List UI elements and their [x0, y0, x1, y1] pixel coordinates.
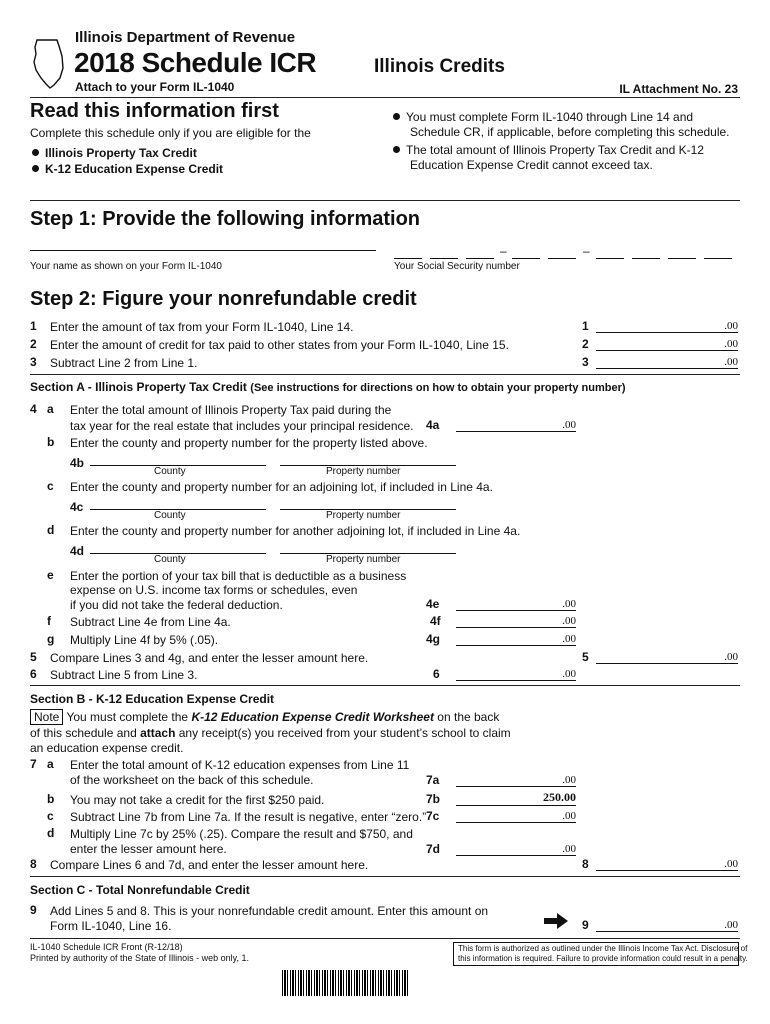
line-4f-letter: f [47, 614, 51, 628]
line-4a-box: 4a [426, 418, 440, 432]
line-8-box: 8 [582, 857, 589, 871]
line-7a-box: 7a [426, 773, 440, 787]
line-4a-text-1: Enter the total amount of Illinois Property Tax paid during the [70, 403, 392, 417]
line-9-number: 9 [30, 903, 37, 917]
bullet-dot [32, 149, 39, 156]
ssn-digit[interactable] [430, 246, 458, 259]
line-7a-text-1: Enter the total amount of K-12 education expenses from Line 11 [70, 758, 410, 772]
line-4b-box: 4b [70, 456, 85, 470]
section-a-heading: Section A - Illinois Property Tax Credit (See instructions for directions on how to obtain your property number) [30, 380, 626, 394]
line-4e-text-1: Enter the portion of your tax bill that is deductible as a business [70, 569, 407, 583]
line-6-input[interactable]: .00 [456, 666, 576, 681]
line-7c-letter: c [47, 809, 54, 823]
note-line-1: Note You must complete the K-12 Education Expense Credit Worksheet on the back [30, 710, 499, 724]
line-7a-letter: a [47, 757, 54, 771]
line-4f-input[interactable]: .00 [456, 613, 576, 628]
county-label: County [154, 554, 186, 565]
disclosure-line-2: this information is required. Failure to provide information could result in a penalty. [458, 954, 748, 963]
line-6-number: 6 [30, 667, 37, 681]
line-7d-input[interactable]: .00 [456, 841, 576, 856]
footer-rule [30, 938, 740, 939]
line-5-box: 5 [582, 650, 589, 664]
ssn-label: Your Social Security number [394, 261, 520, 272]
section-a-rule [30, 685, 740, 686]
line-4e-box: 4e [426, 597, 440, 611]
line-7b-box: 7b [426, 792, 441, 806]
bullet-right-1: You must complete Form IL-1040 through Line 14 and [393, 110, 693, 124]
line-4f-text: Subtract Line 4e from Line 4a. [70, 615, 231, 629]
line-4d-letter: d [47, 523, 55, 537]
line-9-text-2: Form IL-1040, Line 16. [50, 919, 172, 933]
form-title: 2018 Schedule ICR [74, 47, 317, 78]
line-4e-text-3: if you did not take the federal deduction. [70, 598, 283, 612]
bullet-dot [32, 165, 39, 172]
ssn-digit[interactable] [548, 246, 576, 259]
ssn-digit[interactable] [596, 246, 624, 259]
line-5-text: Compare Lines 3 and 4g, and enter the lesser amount here. [50, 651, 369, 665]
attachment-number: IL Attachment No. 23 [619, 82, 738, 96]
line-4g-input[interactable]: .00 [456, 631, 576, 646]
line-1-box: 1 [582, 319, 589, 333]
read-first-heading: Read this information first [30, 100, 279, 122]
illinois-map-icon [32, 38, 66, 90]
line-7a-text-2: of the worksheet on the back of this schedule. [70, 773, 314, 787]
line-7b-value: 250.00 [456, 791, 576, 806]
name-input[interactable] [30, 250, 376, 251]
note-line-2: of this schedule and attach any receipt(s) you received from your student’s school to claim [30, 726, 511, 740]
ssn-digit[interactable] [632, 246, 660, 259]
line-4a-text-2: tax year for the real estate that includes your principal residence. [70, 419, 414, 433]
line-4b-letter: b [47, 435, 55, 449]
line-2-text: Enter the amount of credit for tax paid to other states from your Form IL-1040, Line 15. [50, 338, 509, 352]
line-7d-text-2: enter the lesser amount here. [70, 842, 227, 856]
ssn-digit[interactable] [668, 246, 696, 259]
section-b-rule [30, 876, 740, 877]
bullet-right-2-cont: Education Expense Credit cannot exceed tax. [410, 158, 653, 172]
line-4c-box: 4c [70, 500, 84, 514]
line-2-number: 2 [30, 337, 37, 351]
line-4d-box: 4d [70, 544, 85, 558]
ssn-digit[interactable] [394, 246, 422, 259]
line-2-box: 2 [582, 337, 589, 351]
bullet-right-1-cont: Schedule CR, if applicable, before completing this schedule. [410, 125, 730, 139]
bullet-property-tax: Illinois Property Tax Credit [32, 146, 197, 160]
line-5-number: 5 [30, 650, 37, 664]
read-first-rule [30, 200, 740, 201]
bullet-dot [393, 146, 400, 153]
name-label: Your name as shown on your Form IL-1040 [30, 261, 222, 272]
line-4g-letter: g [47, 632, 55, 646]
bullet-dot [393, 113, 400, 120]
ssn-digit[interactable] [466, 246, 494, 259]
agency-name: Illinois Department of Revenue [75, 29, 296, 46]
read-first-intro: Complete this schedule only if you are eligible for the [30, 126, 311, 140]
line-5-input[interactable]: .00 [596, 649, 738, 664]
step2-heading: Step 2: Figure your nonrefundable credit [30, 288, 417, 310]
line-8-input[interactable]: .00 [596, 856, 738, 871]
line-4g-box: 4g [426, 632, 441, 646]
line-4e-letter: e [47, 568, 54, 582]
line-7b-text: You may not take a credit for the first $250 paid. [70, 793, 325, 807]
line-3-input[interactable]: .00 [596, 354, 738, 369]
line-1-text: Enter the amount of tax from your Form IL-1040, Line 14. [50, 320, 354, 334]
line-3-text: Subtract Line 2 from Line 1. [50, 356, 198, 370]
section-b-heading: Section B - K-12 Education Expense Credit [30, 692, 275, 706]
line-4f-box: 4f [430, 614, 441, 628]
line-4d-text: Enter the county and property number for another adjoining lot, if included in Line 4a. [70, 524, 521, 538]
line-7c-input[interactable]: .00 [456, 808, 576, 823]
line-7b-letter: b [47, 792, 55, 806]
line-4a-input[interactable]: .00 [456, 417, 576, 432]
attach-instruction: Attach to your Form IL-1040 [75, 80, 235, 94]
line-7-number: 7 [30, 757, 37, 771]
line-1-number: 1 [30, 319, 37, 333]
line-6-box: 6 [433, 667, 440, 681]
line-9-text-1: Add Lines 5 and 8. This is your nonrefundable credit amount. Enter this amount on [50, 904, 489, 918]
disclosure-line-1: This form is authorized as outlined under the Illinois Income Tax Act. Disclosure of [458, 944, 748, 953]
line-4e-text-2: expense on U.S. income tax forms or schedules, even [70, 583, 358, 597]
line-8-number: 8 [30, 857, 37, 871]
footer-printed: Printed by authority of the State of Illinois - web only, 1. [30, 953, 249, 963]
property-number-label: Property number [326, 466, 401, 477]
county-label: County [154, 466, 186, 477]
line-4c-text: Enter the county and property number for an adjoining lot, if included in Line 4a. [70, 480, 493, 494]
line-7d-letter: d [47, 826, 55, 840]
note-label: Note [30, 709, 63, 725]
footer-form-id: IL-1040 Schedule ICR Front (R-12/18) [30, 942, 183, 952]
line-7c-text: Subtract Line 7b from Line 7a. If the result is negative, enter “zero.” [70, 810, 427, 824]
step1-heading: Step 1: Provide the following information [30, 208, 421, 230]
line-4-number: 4 [30, 402, 37, 416]
line-1-input[interactable]: .00 [596, 318, 738, 333]
line-6-text: Subtract Line 5 from Line 3. [50, 668, 198, 682]
line-7a-input[interactable]: .00 [456, 772, 576, 787]
property-number-label: Property number [326, 510, 401, 521]
line-4c-letter: c [47, 479, 54, 493]
line-4a-letter: a [47, 402, 54, 416]
line-4e-input[interactable]: .00 [456, 596, 576, 611]
line-7d-text-1: Multiply Line 7c by 25% (.25). Compare the result and $750, and [70, 827, 413, 841]
bullet-right-2: The total amount of Illinois Property Tax Credit and K-12 [393, 143, 704, 157]
note-line-3: an education expense credit. [30, 741, 184, 755]
line-9-box: 9 [582, 918, 589, 932]
ssn-digit[interactable] [704, 246, 732, 259]
line-4b-text: Enter the county and property number for the property listed above. [70, 436, 428, 450]
line-3-box: 3 [582, 355, 589, 369]
step2-rule [30, 374, 740, 375]
line-8-text: Compare Lines 6 and 7d, and enter the lesser amount here. [50, 858, 369, 872]
ssn-digit[interactable] [512, 246, 540, 259]
header-rule [30, 97, 740, 98]
line-7d-box: 7d [426, 842, 441, 856]
line-2-input[interactable]: .00 [596, 336, 738, 351]
line-7c-box: 7c [426, 809, 440, 823]
arrow-right-icon [544, 913, 568, 929]
ssn-dash: – [500, 244, 507, 258]
line-4g-text: Multiply Line 4f by 5% (.05). [70, 633, 219, 647]
bullet-k12: K-12 Education Expense Credit [32, 162, 223, 176]
ssn-dash: – [583, 244, 590, 258]
line-9-input[interactable]: .00 [596, 917, 738, 932]
line-3-number: 3 [30, 355, 37, 369]
form-subtitle: Illinois Credits [374, 56, 505, 77]
county-label: County [154, 510, 186, 521]
barcode [282, 970, 410, 996]
property-number-label: Property number [326, 554, 401, 565]
section-c-heading: Section C - Total Nonrefundable Credit [30, 883, 250, 897]
